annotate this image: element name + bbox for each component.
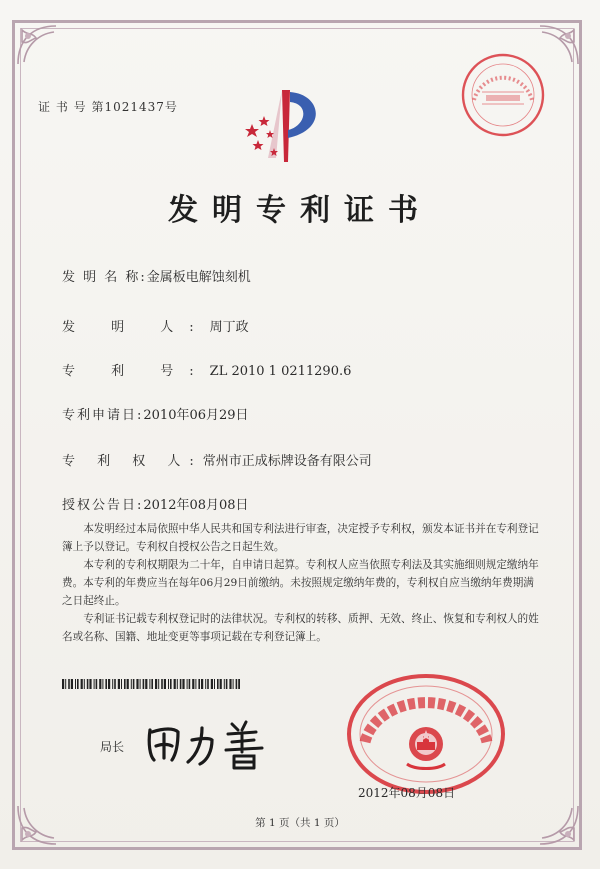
grant-date-label: 授权公告日:: [62, 498, 144, 513]
corner-ornament-icon: [14, 22, 60, 68]
certificate-body: [62, 520, 540, 646]
page-number: 第 1 页（共 1 页）: [255, 817, 345, 829]
grant-date-row: [62, 494, 249, 513]
invention-name-label: 发 明 名 称:: [62, 270, 147, 285]
body-paragraph: 本发明经过本局依照中华人民共和国专利法进行审查，决定授予专利权，颁发本证书并在专利登记簿上予以登记。专利权自授权公告之日起生效。: [62, 523, 539, 553]
patentee-label: 专 利 权 人:: [62, 454, 203, 469]
inventor-row: [62, 316, 249, 335]
official-seal: [345, 672, 507, 797]
patent-office-logo-icon: [238, 82, 334, 170]
patentee-row: [62, 450, 372, 469]
patent-number-row: [62, 360, 351, 379]
issue-date: 2012年08月08日: [358, 786, 456, 800]
body-paragraph: 专利证书记载专利权登记时的法律状况。专利权的转移、质押、无效、终止、恢复和专利权人的姓名或名称、国籍、地址变更等事项记载在专利登记簿上。: [62, 613, 539, 643]
barcode-icon: [62, 674, 240, 684]
inventor-label: 发 明 人:: [62, 320, 210, 335]
filing-date-row: [62, 404, 249, 423]
patentee-value: 常州市正成标牌设备有限公司: [202, 454, 372, 469]
patent-number-label: 专 利 号:: [62, 364, 210, 379]
inventor-value: 周丁政: [209, 320, 249, 335]
document-title: 发明专利证书: [168, 193, 432, 228]
director-label: 局长: [100, 740, 125, 754]
director-signature: [142, 710, 272, 770]
filing-date-value: 2010年06月29日: [143, 408, 249, 423]
invention-name-row: [62, 266, 251, 285]
filing-date-label: 专利申请日:: [62, 408, 144, 423]
body-paragraph: 本专利的专利权期限为二十年，自申请日起算。专利权人应当依照专利法及其实施细则规定缴纳年费。本专利的年费应当在每年06月29日前缴纳。未按照规定缴纳年费的，专利权自应当缴纳年费期满之日起终止。: [62, 559, 539, 607]
grant-date-value: 2012年08月08日: [143, 498, 249, 513]
patent-number-value: ZL 2010 1 0211290.6: [209, 364, 352, 379]
agency-stamp: [460, 52, 546, 138]
invention-name-value: 金属板电解蚀刻机: [146, 270, 251, 285]
certificate-number: 证 书 号 第1021437号: [38, 100, 178, 114]
